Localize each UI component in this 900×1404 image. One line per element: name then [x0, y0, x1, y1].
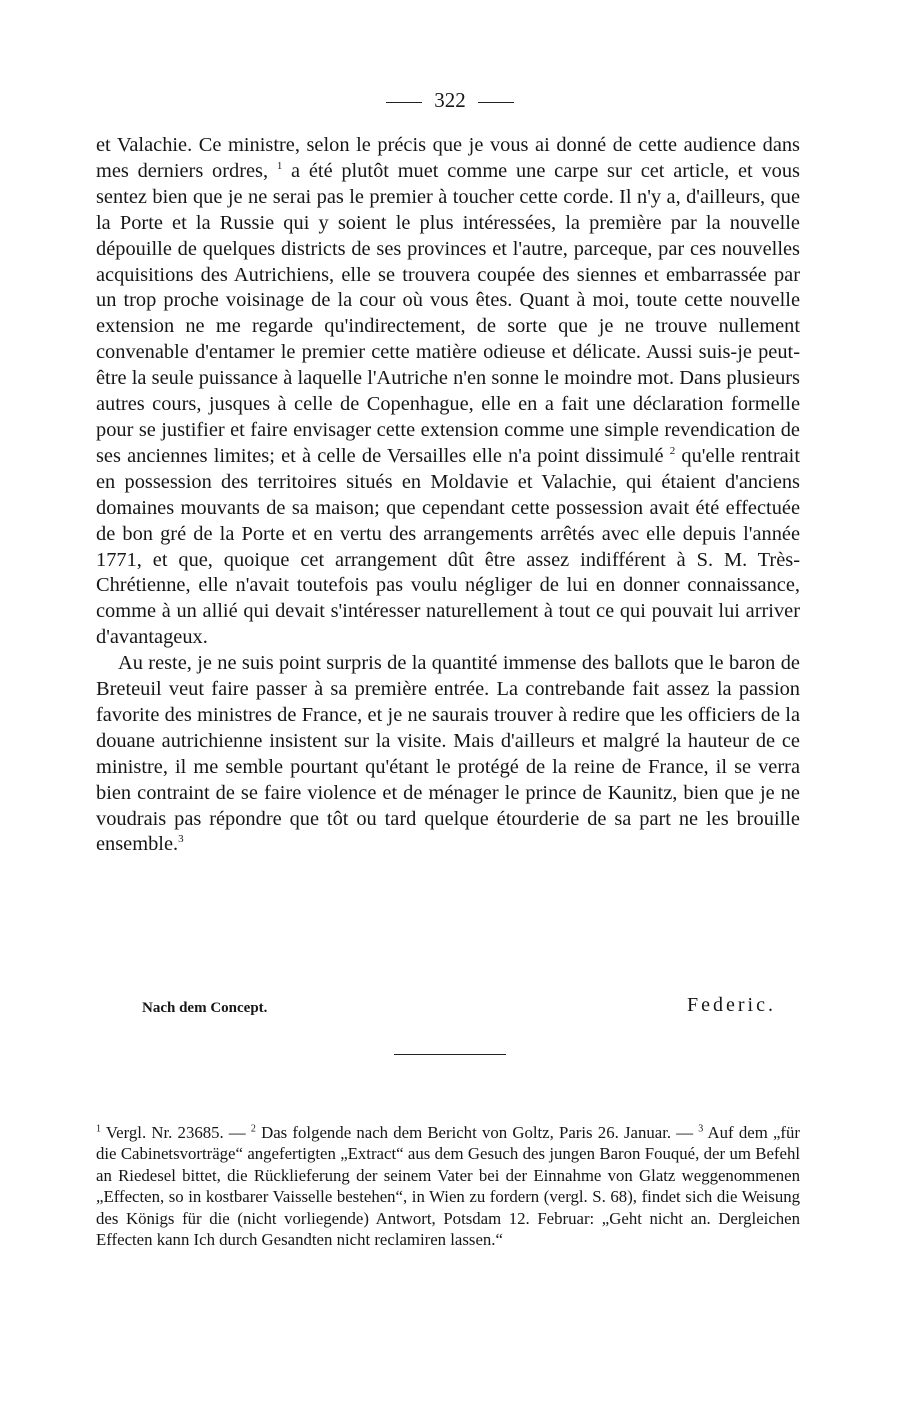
body-paragraph	[96, 133, 800, 651]
paragraph-text: Au reste, je ne suis point surpris de la quantité immense des ballots que le baron de Breteuil veut faire passer à sa première entrée. La contrebande fait assez la passion favorite des ministres de France, et je ne saurais trouver à redire que les officiers de la douane autrichienne insistent sur la visite. Mais d'ailleurs et malgré la hauteur de ce ministre, il me semble pourtant qu'étant le protégé de la reine de France, il se verra bien contraint de se faire violence et de ménager le prince de Kaunitz, bien que je ne voudrais pas répondre que tôt ou tard quelque étourderie de sa part ne les brouille ensemble.	[96, 652, 800, 856]
signature: Federic.	[687, 994, 776, 1016]
footnote-marker: 3	[698, 1123, 704, 1135]
footnote-reference: 2	[669, 445, 676, 458]
footnote-text: Das folgende nach dem Bericht von Goltz, Paris 26. Januar. —	[255, 1123, 699, 1142]
footnote-reference: 1	[276, 160, 283, 173]
header-rule-left	[386, 102, 422, 103]
letter-body	[96, 133, 800, 858]
paragraph-text: a été plutôt muet comme une carpe sur cet article, et vous sentez bien que je ne serai pas le premier à toucher cette corde. Il n'y a, d'ailleurs, que la Porte et la Russie qui y soient le plus intéressées, la première par la nouvelle dépouille de quelques districts de ses provinces et l'autre, parceque, par ces nouvelles acquisitions des Autrichiens, elle se trouvera coupée des siennes et embarrassée par un trop proche voisinage de la cour où vous êtes. Quant à moi, toute cette nouvelle extension ne me regarde qu'indirectement, de sorte que je ne trouve nullement convenable d'entamer le premier cette matière odieuse et délicate. Aussi suis-je peut-être la seule puissance à laquelle l'Autriche n'en sonne le moindre mot. Dans plusieurs autres cours, jusques à celle de Copenhague, elle en a fait une déclaration formelle pour se justifier et faire envisager cette extension comme une simple revendication de ses anciennes limites; et à celle de Versailles elle n'a point dissimulé	[96, 159, 800, 467]
page-number: 322	[434, 88, 466, 112]
header-rule-right	[478, 102, 514, 103]
footnote-separator	[394, 1054, 506, 1055]
paragraph-text: et Valachie. Ce ministre, selon le précis que je vous ai donné de cette audience dans mes derniers ordres,	[96, 134, 800, 182]
footnotes	[96, 1122, 800, 1250]
body-paragraph	[96, 651, 800, 858]
closing-line	[96, 994, 776, 1024]
footnotes-paragraph	[96, 1122, 800, 1250]
footnote-marker: 2	[250, 1123, 256, 1135]
page-header	[0, 86, 900, 114]
footnote-text: Auf dem „für die Cabinetsvorträge“ angefertigten „Extract“ aus dem Gesuch des jungen Baron Fouqué, der um Befehl an Riedesel bittet, die Rücklieferung der seinem Vater bei der Einnahme von Glatz weggenommenen „Effecten, so in kostbarer Vaisselle bestehen“, in Wien zu fordern (vergl. S. 68), findet sich die Weisung des Königs für die (nicht vorliegende) Antwort, Potsdam 12. Februar: „Geht nicht an. Dergleichen Effecten kann Ich durch Gesandten nicht reclamiren lassen.“	[96, 1123, 800, 1250]
source-note: Nach dem Concept.	[142, 1000, 268, 1016]
paragraph-text: qu'elle rentrait en possession des territoires situés en Moldavie et Valachie, qui étaient d'anciens domaines mouvants de sa maison; que cependant cette possession avait été effectuée de bon gré de la Porte et en vertu des arrangements arrêtés avec elle depuis l'année 1771, et que, quoique cet arrangement dût être assez indifférent à S. M. Très-Chrétienne, elle n'avait toutefois pas voulu négliger de lui en donner connaissance, comme à un allié qui devait s'intéresser naturellement à tout ce qui pouvait lui arriver d'avantageux.	[96, 444, 800, 649]
footnote-text: Vergl. Nr. 23685. —	[101, 1123, 251, 1142]
footnote-reference: 3	[178, 833, 184, 846]
footnote-marker: 1	[96, 1123, 101, 1135]
